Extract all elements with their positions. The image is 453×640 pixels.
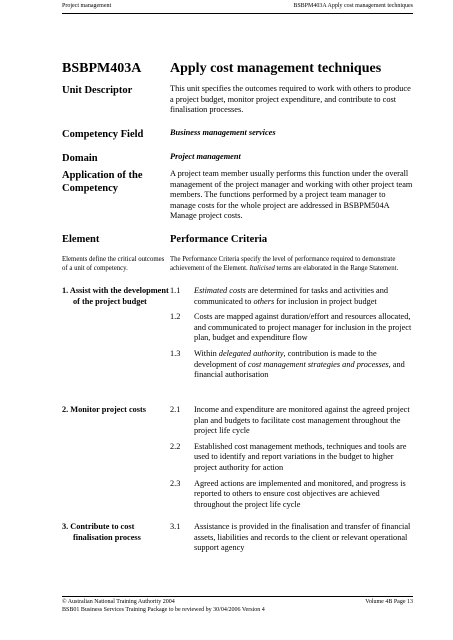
criterion-text: Assistance is provided in the finalisation and transfer of financial assets, liabilities and records to the client or relevant operational support agency — [194, 522, 411, 553]
criterion-text: Established cost management methods, techniques and tools are used to identify and report variations in the budget to higher project authority for action — [194, 441, 407, 472]
element-row-1 — [62, 286, 413, 386]
criterion-number: 1.3 — [170, 348, 181, 358]
criterion-number: 2.2 — [170, 441, 181, 451]
criterion-1-2 — [170, 312, 413, 344]
element-row-2 — [62, 405, 413, 515]
element-title-1 — [62, 286, 170, 386]
pc-heading — [170, 233, 413, 273]
competency-field-row — [62, 128, 413, 141]
criterion-text-post: , and financial authorisation — [194, 359, 405, 380]
footer-copyright: © Australian National Training Authority 2004 — [62, 599, 175, 605]
criterion-italic-term: delegated authority — [218, 348, 284, 358]
application-label-line2: Competency — [62, 183, 118, 194]
element-title-1-line1: 1. Assist with the development — [62, 286, 169, 295]
criterion-2-2 — [170, 442, 413, 474]
unit-title-row — [62, 61, 413, 77]
competency-field-label: Competency Field — [62, 129, 144, 140]
competency-field-value: Business management services — [170, 128, 276, 137]
element-title-2 — [62, 405, 170, 515]
criterion-1-3 — [170, 349, 413, 381]
application-label-line1: Application of the — [62, 170, 143, 181]
domain-row — [62, 152, 413, 165]
criterion-text: Agreed actions are implemented and monitored, and progress is reported to others to ensure cost objectives are achieved throughout the project life cycle — [194, 478, 406, 509]
criterion-text: Costs are mapped against duration/effort and resources allocated, and communicated to project manager for inclusion in the project plan, budget and expenditure flow — [194, 312, 412, 343]
criteria-list-3 — [170, 522, 413, 559]
page-header — [62, 3, 413, 9]
unit-descriptor-label: Unit Descriptor — [62, 85, 133, 96]
criterion-2-1 — [170, 405, 413, 437]
element-row-3 — [62, 522, 413, 559]
criteria-list-2 — [170, 405, 413, 515]
application-row — [62, 169, 413, 222]
footer-line-1 — [62, 599, 413, 605]
criterion-italic-term-2: others — [253, 296, 275, 306]
pc-desc-post: terms are elaborated in the Range Statement. — [274, 264, 399, 272]
element-title-3 — [62, 522, 170, 559]
criterion-text — [194, 349, 413, 381]
element-title-3-line2: finalisation process — [73, 532, 141, 542]
criteria-list-1 — [170, 286, 413, 386]
header-left: Project management — [62, 3, 112, 9]
unit-title: Apply cost management techniques — [170, 61, 382, 76]
footer-line-2 — [62, 607, 413, 613]
domain-value: Project management — [170, 152, 241, 161]
criterion-italic-term: Estimated costs — [194, 286, 246, 295]
pc-heading-label: Performance Criteria — [170, 234, 268, 245]
header-right: BSBPM403A Apply cost management techniques — [293, 3, 413, 9]
criterion-italic-term-2: cost management strategies and processes — [247, 359, 389, 369]
element-title-1-line2: of the project budget — [73, 296, 147, 306]
footer-package-info: BSB01 Business Services Training Package to be reviewed by 30/04/2006 Version 4 — [62, 607, 265, 613]
criterion-number: 2.1 — [170, 405, 181, 414]
criterion-text — [194, 286, 413, 307]
criterion-2-3 — [170, 479, 413, 511]
element-heading — [62, 233, 170, 273]
footer-page-number: Volume 4B Page 13 — [365, 599, 413, 605]
criterion-1-1 — [170, 286, 413, 307]
unit-code: BSBPM403A — [62, 61, 142, 76]
criterion-number: 1.1 — [170, 286, 181, 295]
application-label — [62, 169, 170, 222]
pc-desc-pre: The Performance Criteria specify the level of performance required to demonstrate achievement of the Element. — [170, 256, 396, 272]
element-title-2-line1: 2. Monitor project costs — [62, 405, 147, 414]
domain-label: Domain — [62, 153, 98, 164]
criterion-text-post: for inclusion in project budget — [274, 296, 377, 306]
element-heading-desc: Elements define the critical outcomes of a unit of competency. — [62, 256, 165, 272]
column-headings-row — [62, 233, 413, 273]
criterion-text-pre: Within — [194, 348, 219, 358]
criterion-text-mid: are determined for tasks and activities and communicated to — [194, 286, 389, 306]
header-rule — [62, 13, 413, 14]
criterion-text-mid: , contribution is made to the development of — [194, 348, 377, 369]
criterion-number: 1.2 — [170, 312, 181, 322]
pc-desc-italic: Italicised — [249, 264, 275, 272]
criterion-number: 2.3 — [170, 478, 181, 488]
criterion-number: 3.1 — [170, 522, 181, 531]
footer-rule — [62, 596, 413, 597]
unit-descriptor-text: This unit specifies the outcomes required to work with others to produce a project budget, monitor project expenditure, and contribute to cost finalisation processes. — [170, 84, 411, 115]
criterion-3-1 — [170, 522, 413, 554]
pc-heading-desc — [170, 256, 413, 273]
element-title-3-line1: 3. Contribute to cost — [62, 522, 135, 531]
element-heading-label: Element — [62, 234, 100, 245]
unit-descriptor-row — [62, 84, 413, 116]
application-text: A project team member usually performs this function under the overall management of the project manager and working with other project team members. The functions performed by a project team manager to manage costs for the whole project are addressed in BSBPM504A Manage project costs. — [170, 169, 413, 221]
criterion-text: Income and expenditure are monitored against the agreed project plan and budgets to facilitate cost management throughout the project life cycle — [194, 405, 410, 436]
